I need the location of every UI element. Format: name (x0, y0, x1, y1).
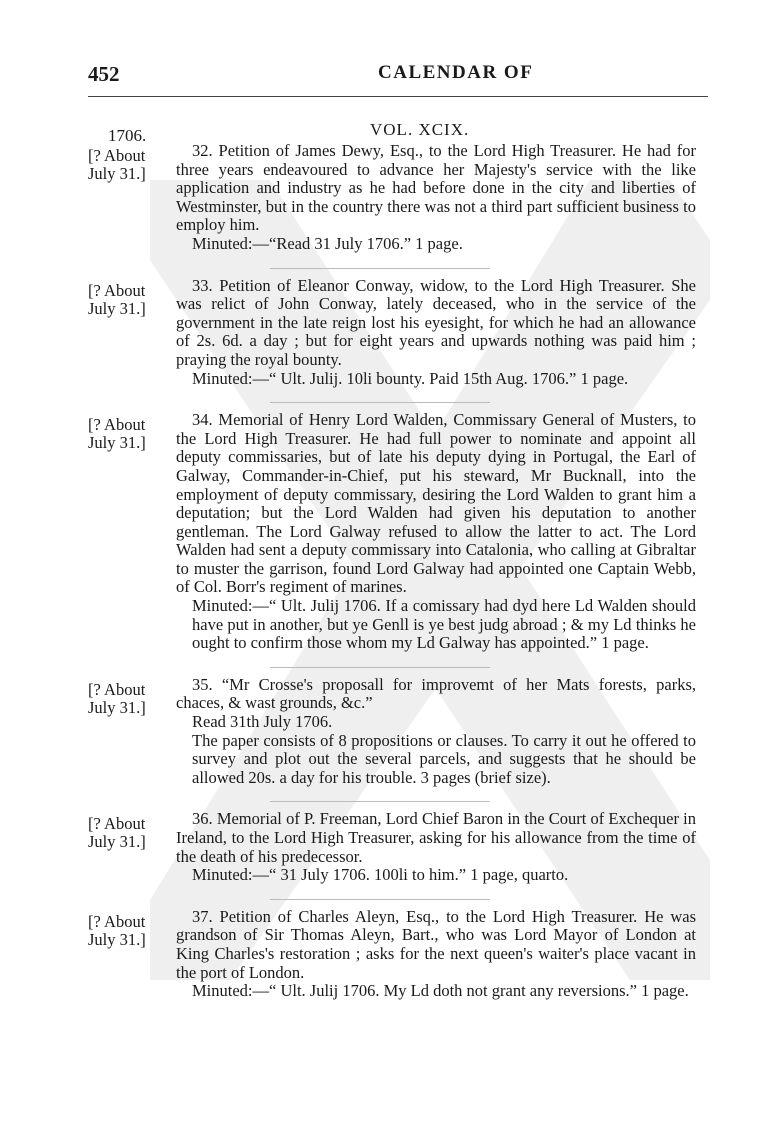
entry-text (176, 411, 696, 653)
calendar-entries (0, 142, 768, 1015)
minuted-note: Minuted:—“ Ult. Julij. 10li bounty. Paid 15th Aug. 1706.” 1 page. (192, 368, 629, 388)
margin-date: [? About July 31.] (88, 911, 146, 949)
entry-divider (270, 667, 490, 668)
entry-paragraph: 37. Petition of Charles Aleyn, Esq., to the Lord High Treasurer. He was grandson of Sir Thomas Aleyn, Bart., who was Lord Mayor of London at King Charles's restoration ; asks for the next queen's waiter's place vacant in the port of London. (176, 906, 696, 982)
entry-paragraph: 34. Memorial of Henry Lord Walden, Commissary General of Musters, to the Lord High Treasurer. He had full power to nominate and appoint all deputy commissaries, but of late his deputy dying in Portugal, the Earl of Galway, Commander-in-Chief, put his steward, Mr Bucknall, into the employment of deputy commissary, desiring the Lord Walden to grant him a deputation; but the Lord Walden had given his deputation to another gentleman. The Lord Galway refused to allow the latter to act. The Lord Walden had sent a deputy commissary into Catalonia, who calling at Gibraltar to muster the garrison, found Lord Galway had appointed one Captain Webb, of Col. Borr's regiment of marines. (176, 410, 696, 597)
entry-text (176, 810, 696, 884)
margin-date: [? About July 31.] (88, 679, 146, 717)
volume-heading: VOL. XCIX. (370, 120, 470, 139)
minuted-note: Minuted:—“ Ult. Julij 1706. If a comissary had dyd here Ld Walden should have put in another, but ye Genll is ye best judg abroad ; & my Ld thinks he ought to confirm those whom my Ld Galway has appointed.” 1 page. (192, 596, 696, 653)
entry-text (176, 908, 696, 1001)
entry-text (176, 676, 696, 788)
minuted-note: Minuted:—“ Ult. Julij 1706. My Ld doth not grant any reversions.” 1 page. (192, 981, 689, 1001)
entry-text (176, 142, 696, 254)
minuted-note: Minuted:—“Read 31 July 1706.” 1 page. (192, 233, 463, 253)
entry-paragraph: 35. “Mr Crosse's proposall for improvemt of her Mats forests, parks, chaces, & wast grounds, &c.” (176, 674, 696, 713)
page-header (88, 62, 708, 92)
page-number: 452 (88, 62, 120, 86)
read-date-line: Read 31th July 1706. (192, 712, 333, 732)
entry-divider (270, 801, 490, 802)
calendar-entry-34 (0, 411, 768, 653)
entry-divider (270, 268, 490, 269)
calendar-entry-35 (0, 676, 768, 788)
entry-paragraph: 36. Memorial of P. Freeman, Lord Chief Baron in the Court of Exchequer in Ireland, to the Lord High Treasurer, asking for his allowance from the time of the death of his predecessor. (176, 809, 696, 866)
entry-text (176, 277, 696, 389)
entry-paragraph: 32. Petition of James Dewy, Esq., to the Lord High Treasurer. He had for three years endeavoured to advance her Majesty's service with the like application and industry as he had before done in the city and liberties of Westminster, but in the country there was not a third part sufficient business to employ him. (176, 141, 696, 235)
calendar-entry-36 (0, 810, 768, 884)
margin-date: [? About July 31.] (88, 146, 146, 183)
calendar-entry-33 (0, 277, 768, 389)
entry-divider (270, 899, 490, 900)
margin-date: [? About July 31.] (88, 280, 146, 318)
entry-divider (270, 402, 490, 403)
running-head: CALENDAR OF (378, 62, 534, 83)
entry-paragraph: The paper consists of 8 propositions or clauses. To carry it out he offered to survey and plot out the several parcels, and suggests that he should be allowed 20s. a day for his trouble. 3 pages (brief size). (192, 730, 696, 787)
margin-year: 1706. (108, 126, 147, 145)
calendar-entry-32 (0, 142, 768, 254)
minuted-note: Minuted:—“ 31 July 1706. 100li to him.” 1 page, quarto. (192, 865, 569, 885)
margin-date: [? About July 31.] (88, 415, 146, 453)
calendar-entry-37 (0, 908, 768, 1001)
margin-date: [? About July 31.] (88, 814, 146, 852)
header-rule (88, 96, 708, 97)
entry-paragraph: 33. Petition of Eleanor Conway, widow, to the Lord High Treasurer. She was relict of John Conway, lately deceased, who in the service of the government in the late reign lost his eyesight, for which he had an allowance of 2s. 6d. a day ; but for eight years and upwards nothing was paid him ; praying the royal bounty. (176, 275, 696, 369)
